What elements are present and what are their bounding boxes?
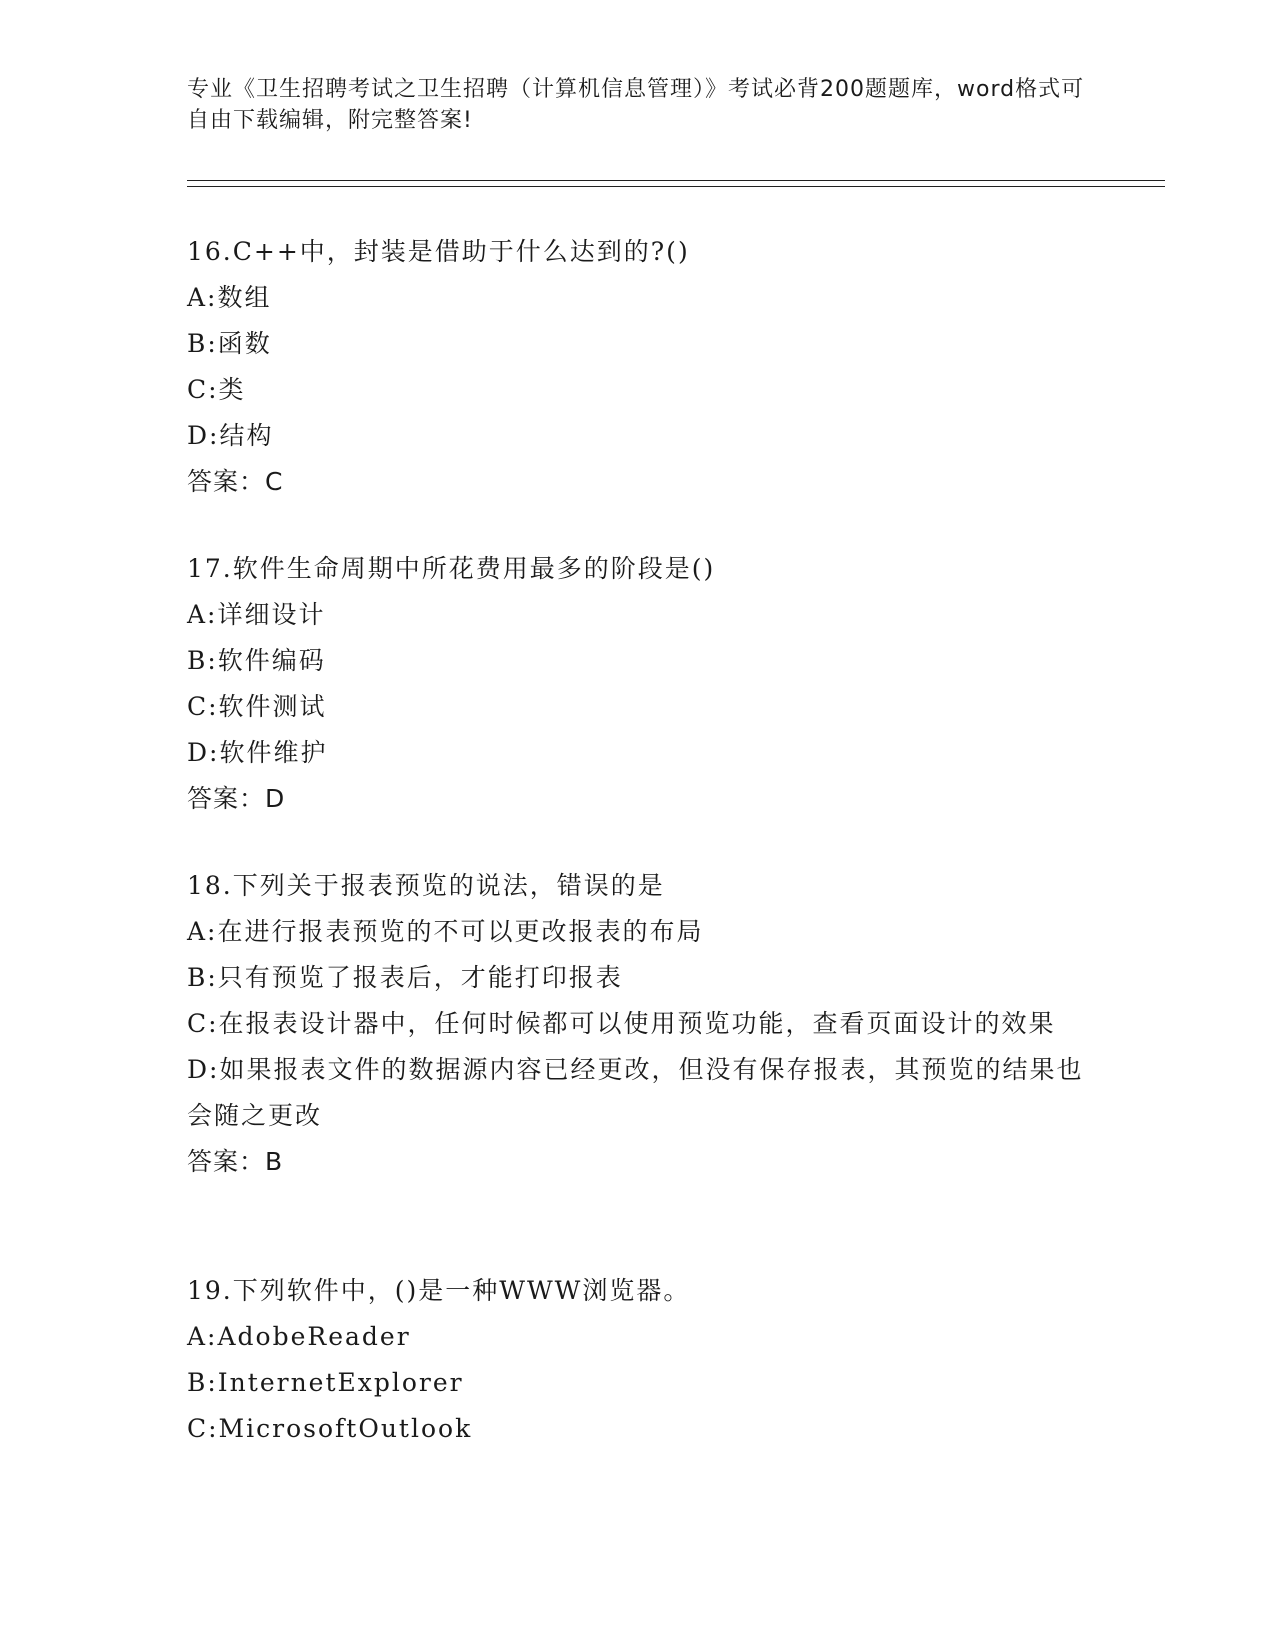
option-b: B:只有预览了报表后，才能打印报表 bbox=[187, 963, 623, 992]
document-header: 专业《卫生招聘考试之卫生招聘（计算机信息管理）》考试必背200题题库，word格式可自由下载编辑，附完整答案! bbox=[187, 77, 1085, 133]
header-divider-second bbox=[187, 186, 1165, 187]
question-stem: 16.C++中，封装是借助于什么达到的?() bbox=[187, 237, 690, 266]
option-d: D:结构 bbox=[187, 421, 274, 450]
header-divider bbox=[187, 180, 1165, 181]
option-c: C:类 bbox=[187, 375, 246, 404]
question-19 bbox=[187, 1268, 1087, 1452]
answer: 答案：C bbox=[187, 467, 284, 496]
option-b: B:InternetExplorer bbox=[187, 1368, 464, 1397]
question-stem: 17.软件生命周期中所花费用最多的阶段是() bbox=[187, 554, 716, 583]
option-b: B:软件编码 bbox=[187, 646, 326, 675]
option-d: D:软件维护 bbox=[187, 738, 328, 767]
option-c: C:软件测试 bbox=[187, 692, 327, 721]
question-16 bbox=[187, 229, 1087, 505]
question-stem: 18.下列关于报表预览的说法，错误的是 bbox=[187, 871, 665, 900]
option-d: D:如果报表文件的数据源内容已经更改，但没有保存报表，其预览的结果也会随之更改 bbox=[187, 1055, 1084, 1130]
answer: 答案：D bbox=[187, 784, 286, 813]
option-a: A:详细设计 bbox=[187, 600, 326, 629]
option-b: B:函数 bbox=[187, 329, 272, 358]
question-17 bbox=[187, 546, 1087, 822]
option-a: A:AdobeReader bbox=[187, 1322, 411, 1351]
question-18 bbox=[187, 863, 1087, 1185]
option-c: C:MicrosoftOutlook bbox=[187, 1414, 473, 1443]
question-stem: 19.下列软件中，()是一种WWW浏览器。 bbox=[187, 1276, 691, 1305]
option-c: C:在报表设计器中，任何时候都可以使用预览功能，查看页面设计的效果 bbox=[187, 1009, 1056, 1038]
answer: 答案：B bbox=[187, 1147, 284, 1176]
option-a: A:数组 bbox=[187, 283, 272, 312]
option-a: A:在进行报表预览的不可以更改报表的布局 bbox=[187, 917, 704, 946]
